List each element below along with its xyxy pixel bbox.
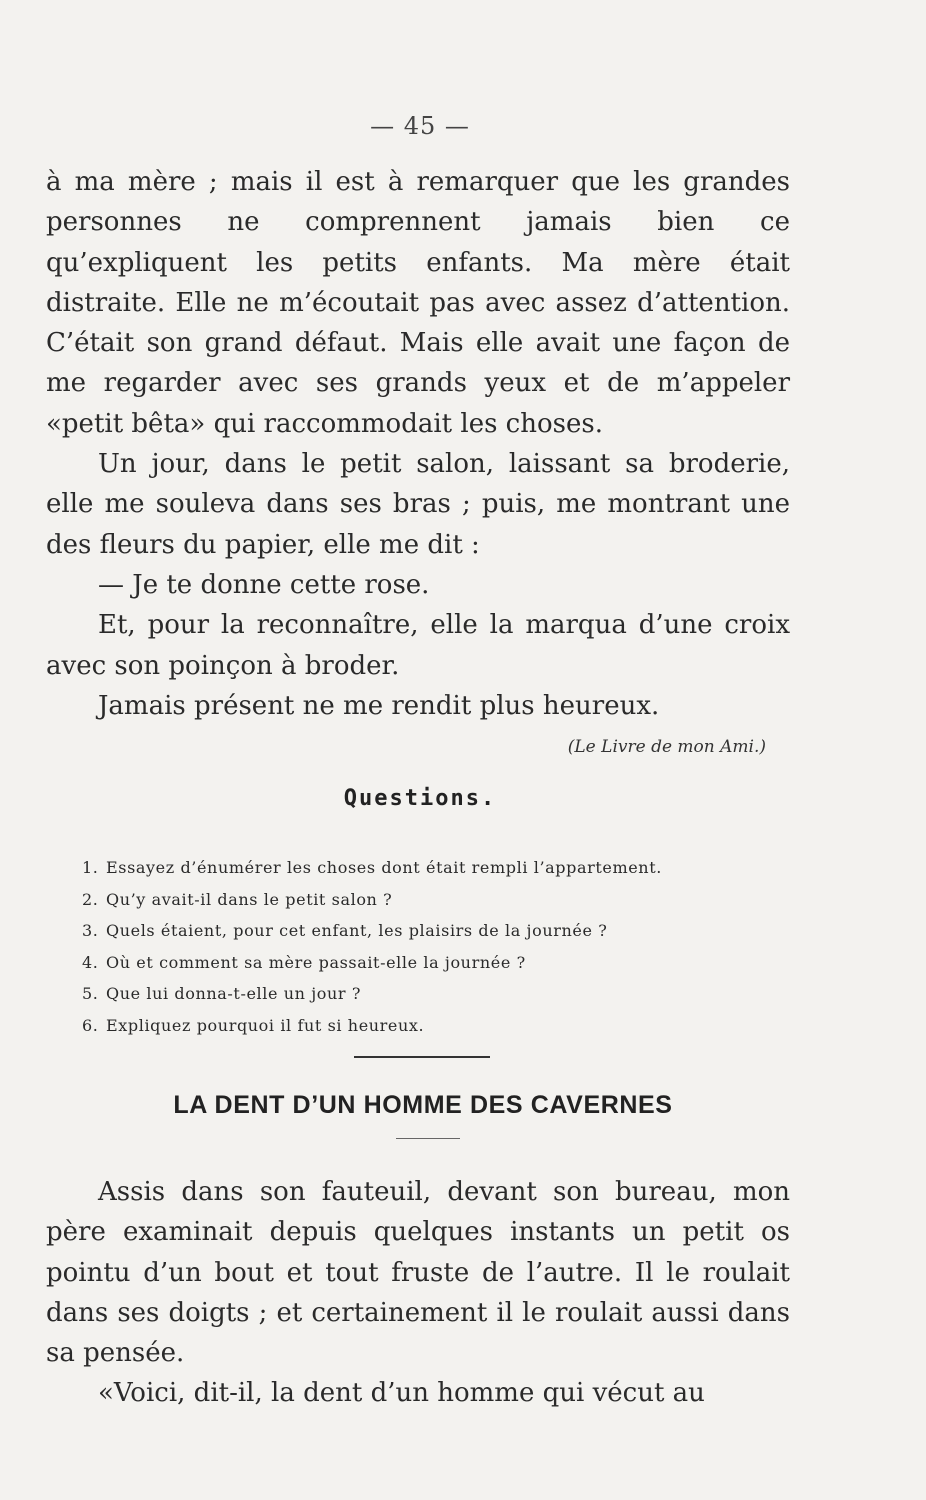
paragraph: Et, pour la reconnaître, elle la marqua d’une croix avec son poinçon à broder. bbox=[46, 610, 790, 681]
question-text: Où et comment sa mère passait-elle la journée ? bbox=[106, 952, 526, 972]
question-number: 4. bbox=[82, 952, 99, 972]
question-item bbox=[82, 947, 742, 979]
title-underline bbox=[396, 1138, 460, 1139]
question-item bbox=[82, 884, 742, 916]
question-text: Qu’y avait-il dans le petit salon ? bbox=[106, 889, 393, 909]
question-item bbox=[82, 852, 742, 884]
paragraph: «Voici, dit-il, la dent d’un homme qui vécut au bbox=[98, 1378, 705, 1409]
section-title: LA DENT D’UN HOMME DES CAVERNES bbox=[173, 1091, 673, 1119]
question-number: 2. bbox=[82, 889, 99, 909]
question-item bbox=[82, 915, 742, 947]
section-text bbox=[46, 1172, 790, 1414]
paragraph: Jamais présent ne me rendit plus heureux. bbox=[98, 690, 660, 721]
question-number: 6. bbox=[82, 1015, 99, 1035]
paragraph: à ma mère ; mais il est à remarquer que les grandes personnes ne comprennent jamais bien ce qu’expliquent les petits enfants. Ma mère était distraite. Elle ne m’écoutait pas avec assez d’attention. C’était son grand défaut. Mais elle avait une façon de me regarder avec ses grands yeux et de m’appeler «petit bêta» qui raccommodait les choses. bbox=[46, 167, 790, 439]
question-text: Quels étaient, pour cet enfant, les plaisirs de la journée ? bbox=[106, 921, 608, 941]
paragraph: Assis dans son fauteuil, devant son bureau, mon père examinait depuis quelques instants un petit os pointu d’un bout et tout fruste de l’autre. Il le roulait dans ses doigts ; et certainement il le roulait aussi dans sa pensée. bbox=[46, 1177, 790, 1369]
question-text: Que lui donna-t-elle un jour ? bbox=[106, 984, 362, 1004]
question-number: 1. bbox=[82, 858, 99, 877]
paragraph: Un jour, dans le petit salon, laissant sa broderie, elle me souleva dans ses bras ; puis, me montrant une des fleurs du papier, elle me dit : bbox=[46, 449, 790, 560]
questions-list bbox=[82, 852, 742, 1042]
questions-heading: Questions. bbox=[343, 786, 497, 811]
passage-text bbox=[46, 162, 790, 726]
dialogue-line: — Je te donne cette rose. bbox=[98, 569, 430, 600]
question-number: 5. bbox=[82, 984, 99, 1004]
page-number: — 45 — bbox=[370, 112, 470, 140]
section-divider bbox=[354, 1056, 490, 1058]
question-text: Essayez d’énumérer les choses dont était rempli l’appartement. bbox=[106, 858, 662, 877]
question-item bbox=[82, 1010, 742, 1042]
question-text: Expliquez pourquoi il fut si heureux. bbox=[106, 1015, 425, 1035]
question-number: 3. bbox=[82, 921, 99, 941]
question-item bbox=[82, 978, 742, 1010]
source-citation: (Le Livre de mon Ami.) bbox=[567, 737, 766, 757]
